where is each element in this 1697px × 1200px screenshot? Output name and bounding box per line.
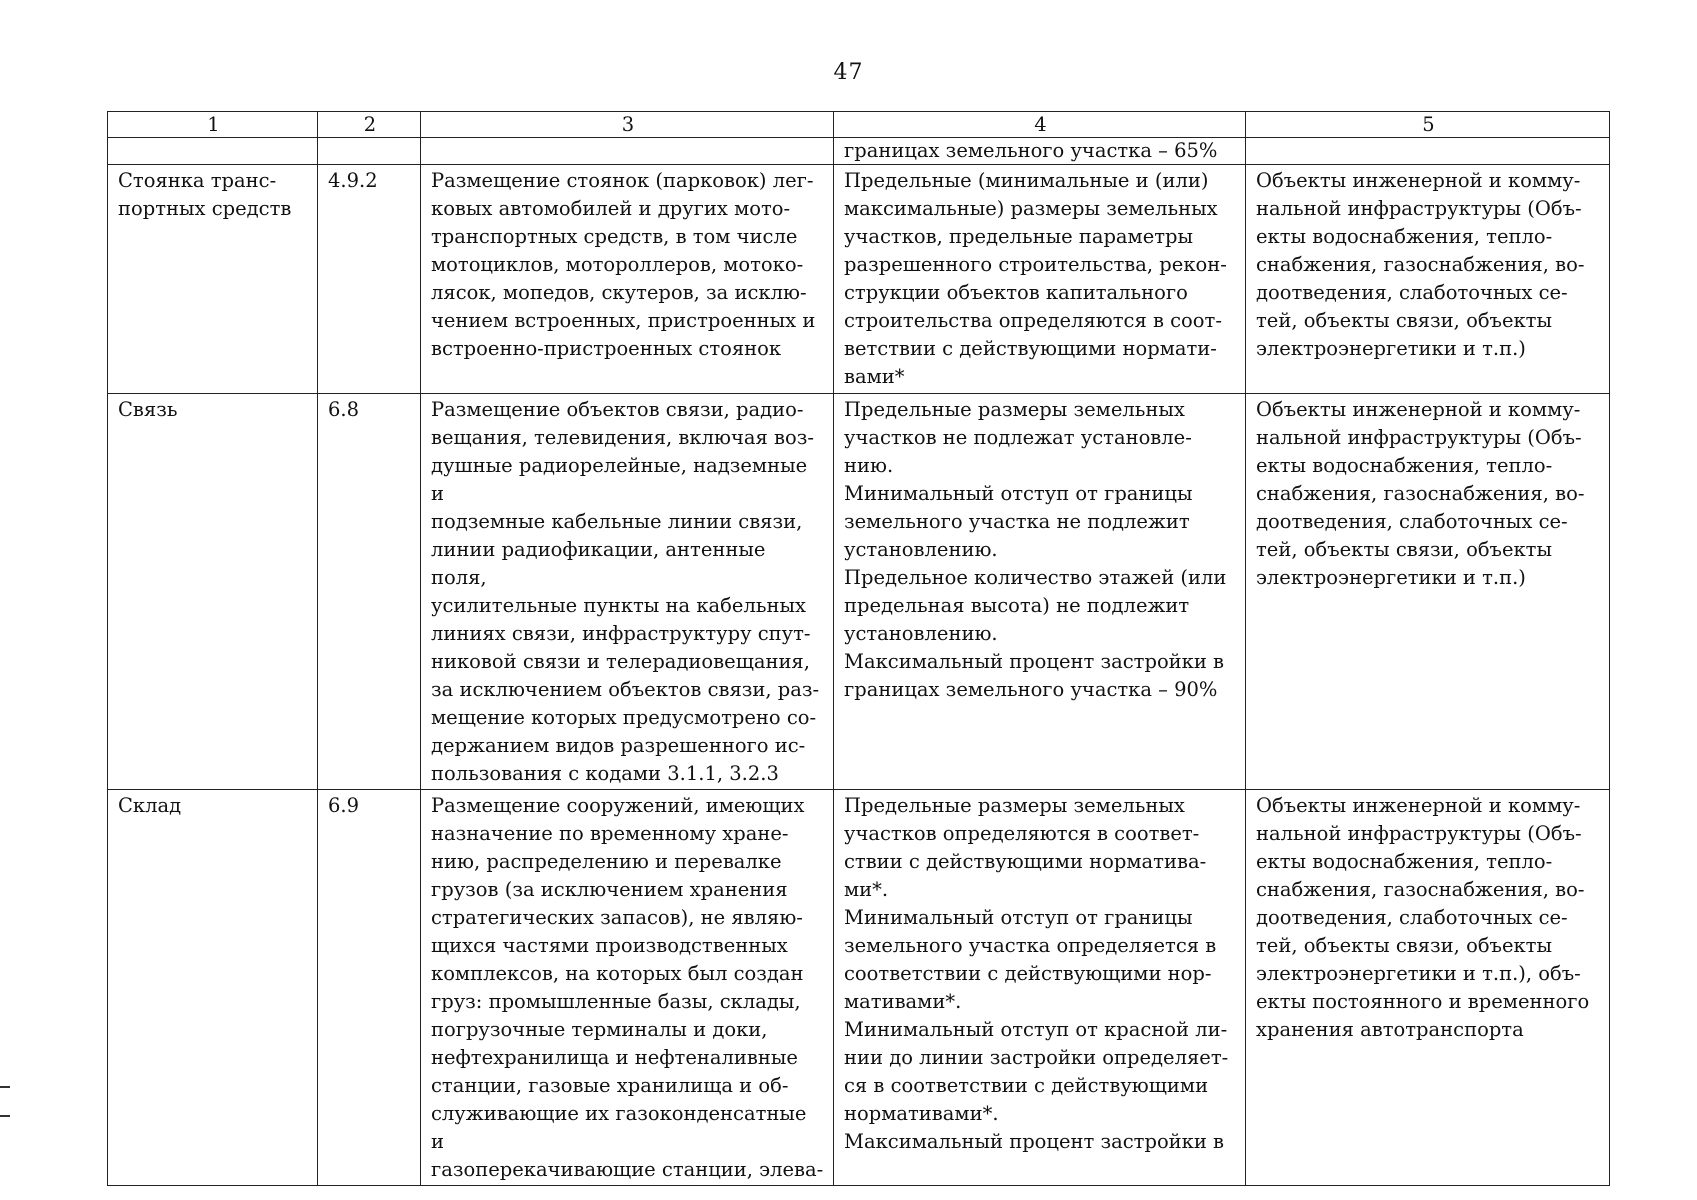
table-row (108, 394, 1610, 790)
header-cell-2: 2 (318, 112, 421, 138)
continuation-row (108, 138, 1610, 165)
header-cell-1: 1 (108, 112, 318, 138)
continuation-cell-4: границах земельного участка – 65% (834, 138, 1246, 165)
header-cell-5: 5 (1246, 112, 1610, 138)
use-name-cell: Стоянка транс- портных средств (108, 165, 318, 394)
use-parameters-cell: Предельные (минимальные и (или) максимальные) размеры земельных участков, предельные параметры разрешенного строительства, рекон- струкции объектов капитального строительства определяются в соот- ветствии с действующими нормати- вами* (834, 165, 1246, 394)
scan-edge-mark (0, 1115, 10, 1117)
use-parameters-cell: Предельные размеры земельных участков определяются в соответ- ствии с действующими норматива- ми*. Минимальный отступ от границы земельного участка определяется в соответствии с действующими нор- мативами*. Минимальный отступ от красной ли- нии до линии застройки определяет- ся в соответствии с действующими нормативами*. Максимальный процент застройки в (834, 790, 1246, 1186)
continuation-cell-5 (1246, 138, 1610, 165)
use-parameters-cell: Предельные размеры земельных участков не подлежат установле- нию. Минимальный отступ от границы земельного участка не подлежит установлению. Предельное количество этажей (или предельная высота) не подлежит установлению. Максимальный процент застройки в границах земельного участка – 90% (834, 394, 1246, 790)
page-number: 47 (833, 60, 864, 85)
use-description-cell: Размещение объектов связи, радио- вещания, телевидения, включая воз- душные радиорелейные, надземные и подземные кабельные линии связи, линии радиофикации, антенные поля, усилительные пункты на кабельных линиях связи, инфраструктуру спут- никовой связи и телерадиовещания, за исключением объектов связи, раз- мещение которых предусмотрено со- держанием видов разрешенного ис- пользования с кодами 3.1.1, 3.2.3 (421, 394, 834, 790)
use-name-cell: Связь (108, 394, 318, 790)
use-description-cell: Размещение сооружений, имеющих назначение по временному хране- нию, распределению и перевалке грузов (за исключением хранения стратегических запасов), не являю- щихся частями производственных комплексов, на которых был создан груз: промышленные базы, склады, погрузочные терминалы и доки, нефтехранилища и нефтеналивные станции, газовые хранилища и об- служивающие их газоконденсатные и газоперекачивающие станции, элева- (421, 790, 834, 1186)
use-description-cell: Размещение стоянок (парковок) лег- ковых автомобилей и других мото- транспортных средств, в том числе мотоциклов, мотороллеров, мотоко- лясок, мопедов, скутеров, за исклю- чением встроенных, пристроенных и встроенно-пристроенных стоянок (421, 165, 834, 394)
header-cell-3: 3 (421, 112, 834, 138)
use-name-cell: Склад (108, 790, 318, 1186)
auxiliary-uses-cell: Объекты инженерной и комму- нальной инфраструктуры (Объ- екты водоснабжения, тепло- снабжения, газоснабжения, во- доотведения, слаботочных се- тей, объекты связи, объекты электроэнергетики и т.п.) (1246, 165, 1610, 394)
table-row (108, 790, 1610, 1186)
use-code-cell: 4.9.2 (318, 165, 421, 394)
continuation-cell-2 (318, 138, 421, 165)
use-code-cell: 6.9 (318, 790, 421, 1186)
table-row (108, 165, 1610, 394)
use-code-cell: 6.8 (318, 394, 421, 790)
auxiliary-uses-cell: Объекты инженерной и комму- нальной инфраструктуры (Объ- екты водоснабжения, тепло- снабжения, газоснабжения, во- доотведения, слаботочных се- тей, объекты связи, объекты электроэнергетики и т.п.) (1246, 394, 1610, 790)
continuation-cell-3 (421, 138, 834, 165)
continuation-cell-1 (108, 138, 318, 165)
auxiliary-uses-cell: Объекты инженерной и комму- нальной инфраструктуры (Объ- екты водоснабжения, тепло- снабжения, газоснабжения, во- доотведения, слаботочных се- тей, объекты связи, объекты электроэнергетики и т.п.), объ- екты постоянного и временного хранения автотранспорта (1246, 790, 1610, 1186)
land-use-table (107, 111, 1610, 1186)
header-cell-4: 4 (834, 112, 1246, 138)
table-header-row (108, 112, 1610, 138)
scan-edge-mark (0, 1086, 10, 1088)
